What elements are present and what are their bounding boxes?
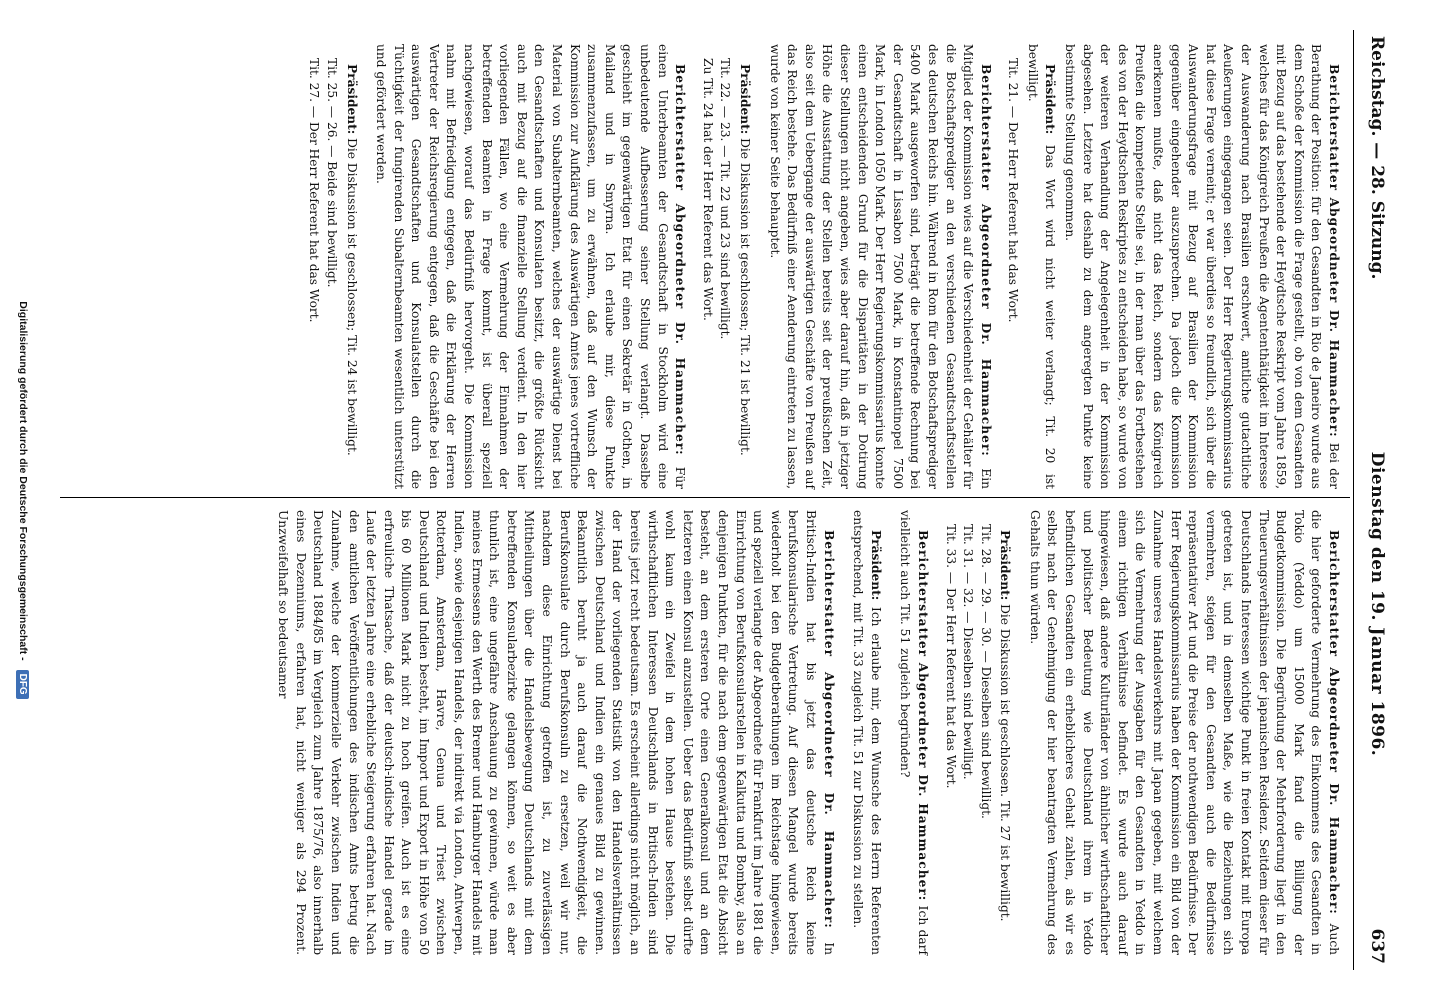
page-header (1362, 36, 1392, 964)
paragraph-gap (753, 44, 763, 489)
speaker-label: Berichterstatter Abgeordneter Dr. Hammacher: (915, 530, 930, 902)
speaker-label: Berichterstatter Abgeordneter Dr. Hammacher: (978, 64, 993, 457)
speech-paragraph (372, 44, 689, 489)
header-rule (1353, 30, 1354, 970)
speech-paragraph (342, 44, 360, 489)
title-line (716, 44, 734, 489)
speech-paragraph (896, 510, 931, 955)
header-session: Reichstag. — 28. Sitzung. (1367, 36, 1387, 280)
dfg-logo: DFG (16, 670, 29, 699)
speech-text: Die Diskussion ist geschlossen; Tit. 24 ist bewilligt. (344, 134, 359, 456)
speech-paragraph (1023, 44, 1058, 489)
title-line-text: Tit. 33. — Der Herr Referent hat das Wort. (943, 524, 958, 789)
title-line (698, 44, 716, 489)
title-line (959, 510, 977, 955)
paragraph-gap (994, 44, 1004, 489)
speaker-label: Präsident: (1043, 64, 1058, 135)
title-line-text: Tit. 28. — 29. — 30. — Dieselben sind bewilligt. (978, 524, 993, 819)
speech-text: In Britisch-Indien hat bis jetzt das deutsche Reich keine berufskonsularische Vertretung. Auf diesen Mangel wurde bereits wiederholt bei den Budgetberathungen im Reichstage hingewiesen, und speziell verlangte der Abgeordnete für Frankfurt im Jahre 1881 die Einrichtung von Berufskonsularstellen in Kalkutta und Bombay, also an denjenigen Punkten, für die nach dem gegenwärtigen Etat die Absicht besteht, an dem ersteren Orte einen Generalkonsul und an dem letzteren einen Konsul anzustellen. Ueber das Bedürfniß selbst dürfte wohl kaum ein Zweifel in dem hohen Hause bestehen. Die wirthschaftlichen Interessen Deutschlands in Britisch-Indien sind bereits jetzt recht bedeutsam. Es erscheint allerdings nicht möglich, an der Hand der vorliegenden Statistik von den Handelsverhältnissen zwischen Deutschland und Indien ein genaues Bild zu gewinnen. Bekanntlich beruht ja auch darauf die Nothwendigkeit, die Berufskonsulate durch Berufskonsuln zu ersetzen, weil wir nur, nachdem diese Einrichtung getroffen ist, zu zuverlässigen Mittheilungen über die Handelsbewegung Deutschlands mit dem betreffenden Konsularbezirke gelangen können, so weit es aber thunlich ist, eine ungefähre Anschauung zu gewinnen, würde man meines Ermessens den Werth des Bremer und Hamburger Handels mit Indien, sowie desjenigen Handels, der indirekt via London, Antwerpen, Rotterdam, Amsterdam, Havre, Genua und Triest zwischen Deutschland und Indien besteht, im Import und Export in Höhe von 50 bis 60 Millionen Mark nicht zu hoch greifen. Auch ist es eine erfreuliche Thatsache, daß der deutsch-indische Handel gerade im Laufe der letzten Jahre eine erhebliche Steigerung erfahren hat. Nach den amtlichen Veröffentlichungen des indischen Amts betrug die Zunahme, welche der kommerzielle Verkehr zwischen Indien und Deutschland 1884/85 im Vergleich zum Jahre 1875/76, also innerhalb eines Dezenniums, erfahren hat, nicht weniger als 294 Prozent. Unzweifelhaft so bedeutsamer (276, 510, 836, 955)
speaker-label: Präsident: (738, 64, 752, 135)
paragraph-gap (360, 44, 370, 489)
speech-paragraph (1025, 510, 1342, 955)
title-line (1004, 44, 1022, 489)
speech-paragraph (735, 44, 753, 489)
speech-text: Bei der Berathung der Position: für den Gesandten in Rio de Janeiro wurde aus dem Schoße der Kommission die Frage gestellt, ob von dem Gesandten mit Bezug auf das bestehende der Heydtsche Reskript vom Jahre 1859, welches für das Königreich Preußen die Agententhätigkeit im Interesse der Auswanderung nach Brasilien erschwert, amtliche gutachtliche Aeußerungen eingegangen seien. Der Herr Regierungskommissarius hat diese Frage verneint; er war überdies so freundlich, sich über die Auswanderungsfrage mit Bezug auf Brasilien der Kommission gegenüber eingehender auszusprechen. Da jedoch die Kommission anerkennen mußte, daß nicht das Reich, sondern das Königreich Preußen die kompetente Stelle sei, in der man über das Fortbestehen des von der Heydtschen Reskriptes zu entscheiden habe, so wurde von der weiteren Verhandlung der Angelegenheit in der Kommission abgesehen. Letztere hat deshalb zu dem angeregten Punkte keine bestimmte Stellung genommen. (1063, 44, 1341, 489)
paragraph-gap (1013, 510, 1023, 955)
paragraph-gap (931, 510, 941, 955)
speech-text: Ich darf vielleicht auch Tit. 51 zugleich begründen? (898, 510, 930, 955)
speech-text: Ein Mitglied der Kommission wies auf die Verschiedenheit der Gehälter für die Botschaftsprediger an den verschiedenen Gesandtschaftsstellen des deutschen Reichs hin. Während in Rom für den Botschaftsprediger 5400 Mark ausgeworfen sind, beträgt die betreffende Rechnung bei der Gesandtschaft in Lissabon 7500 Mark, in Konstantinopel 7500 Mark, in London 1050 Mark. Der Herr Regierungskommissarius konnte einen entscheidenden Grund für die Disparitäten in der Dotirung dieser Stellungen nicht angeben, wies aber darauf hin, daß in jetziger Höhe die Ausstattung der Stellen bereits seit der preußischen Zeit, also seit dem Uebergange der auswärtigen Geschäfte von Preußen auf das Reich bestehe. Das Bedürfniß einer Aenderung eintreten zu lassen, wurde von keiner Seite behauptet. (767, 44, 993, 489)
speaker-label: Berichterstatter Abgeordneter Dr. Hammacher: (673, 64, 688, 456)
speech-paragraph (1061, 44, 1343, 489)
header-date: Dienstag den 19. Januar 1896. (1367, 451, 1387, 757)
speech-paragraph (849, 510, 884, 955)
speaker-label: Berichterstatter Abgeordneter Dr. Hammacher: (821, 530, 836, 929)
right-column (40, 510, 1342, 955)
speaker-label: Berichterstatter Abgeordneter Dr. Hammacher: (1327, 64, 1341, 438)
title-line (941, 510, 959, 955)
page-number: 637 (1367, 928, 1387, 964)
title-line-text: Tit. 22. — 23. — Tit. 22 und 23 sind bewilligt. (718, 58, 733, 340)
title-line (322, 44, 340, 489)
speaker-label: Präsident: (998, 530, 1013, 601)
left-column (40, 44, 1342, 489)
speech-text: Für einen Unterbeamten der Gesandtschaft in Stockholm wird eine unbedeutende Aufbesserung seiner Stellung verlangt. Dasselbe geschieht im gegenwärtigen Etat für einen Sekretär in Gothen, in Mailand und in Smyrna. Ich erlaube mir, diese Punkte zusammenzufassen, um zu erwähnen, daß auf den Wunsch der Kommission zur Aufklärung des Auswärtigen Amtes jenes vortreffliche Material von Subalternbeamten, welches der auswärtige Dienst bei den Gesandtschaften und Konsulaten besitzt, die größte Rücksicht auch mit Bezug auf die finanzielle Stellung verdient. In den hier vorliegenden Fällen, wo eine Vermehrung der Einnahmen der betreffenden Beamten in Frage kommt, ist überall speziell nachgewiesen, worauf das Bedürfniß hervorgeht. Die Kommission nahm mit Befriedigung entgegen, daß die Erklärung der Herren Vertreter der Reichsregierung entgegen, daß die Geschäfte bei den auswärtigen Gesandtschaften und Konsulatstellen durch die Tüchtigkeit der fungirenden Subalternbeamten wesentlich unterstützt und gefördert werden. (374, 44, 688, 489)
speech-paragraph (274, 510, 837, 955)
speaker-label: Berichterstatter Abgeordneter Dr. Hammacher: (1327, 530, 1341, 915)
column-divider (60, 497, 1350, 498)
title-line-text: Tit. 31. — 32. — Dieselben sind bewilligt. (961, 524, 976, 780)
title-line-text: Tit. 27. — Der Herr Referent hat das Wort. (307, 58, 322, 323)
title-line-text: Tit. 25. — 26. — Beide sind bewilligt. (324, 58, 339, 288)
paragraph-gap (884, 510, 894, 955)
speech-text: Die Diskussion ist geschlossen. Tit. 27 ist bewilligt. (998, 600, 1013, 922)
credit-text: Digitalisierung gefördert durch die Deutsche Forschungsgemeinschaft - (17, 301, 29, 661)
speech-text: Die Diskussion ist geschlossen; Tit. 21 ist bewilligt. (738, 134, 752, 456)
speaker-label: Präsident: (344, 64, 359, 135)
speech-text: Das Wort wird nicht weiter verlangt; Tit. 20 ist bewilligt. (1025, 44, 1058, 489)
paragraph-gap (837, 510, 847, 955)
speaker-label: Präsident: (868, 530, 883, 601)
speech-paragraph (996, 510, 1014, 955)
title-line-text: Tit. 21. — Der Herr Referent hat das Wort. (1006, 58, 1021, 323)
speech-text: Auch die hier geforderte Vermehrung des Einkommens des Gesandten in Tokio (Yeddo) um 15000 Mark fand die Billigung der Budgetkommission. Die Begründung der Mehrforderung liegt in den Theuerungsverhältnissen der japanischen Residenz. Seitdem dieser für Deutschlands Interessen wichtige Punkt in freien Kontakt mit Europa getreten ist, und in demselben Maße, wie die Beziehungen sich vermehren, steigen für den Gesandten auch die Bedürfnisse repräsentativer Art und die Preise der nothwendigen Bedürfnisse. Der Herr Regierungskommissarius haben der Kommission ein Bild von der Zunahme unseres Handelsverkehrs mit Japan gegeben, mit welchem sich die Vermehrung der Ausgaben für den Gesandten in Yeddo in einem richtigen Verhältnisse befindet. Es wurde auch darauf hingewiesen, daß andere Kulturländer von ähnlicher wirthschaftlicher und politischer Bedeutung wie Deutschland ihrem in Yeddo befindlichen Gesandten ein erheblicheres Gehalt zahlen, als wir es selbst nach der Genehmigung der hier beantragten Vermehrung des Gehalts thun würden. (1027, 510, 1341, 955)
title-line-text: Zu Tit. 24 hat der Herr Referent das Wort. (700, 58, 715, 321)
digitization-credit (7, 0, 29, 1000)
speech-text: Ich erlaube mir, dem Wunsche des Herrn Referenten entsprechend, mit Tit. 33 zugleich Tit. 51 zur Diskussion zu stellen. (851, 510, 883, 955)
title-line (976, 510, 994, 955)
title-line (305, 44, 323, 489)
paragraph-gap (688, 44, 698, 489)
speech-paragraph (765, 44, 994, 489)
